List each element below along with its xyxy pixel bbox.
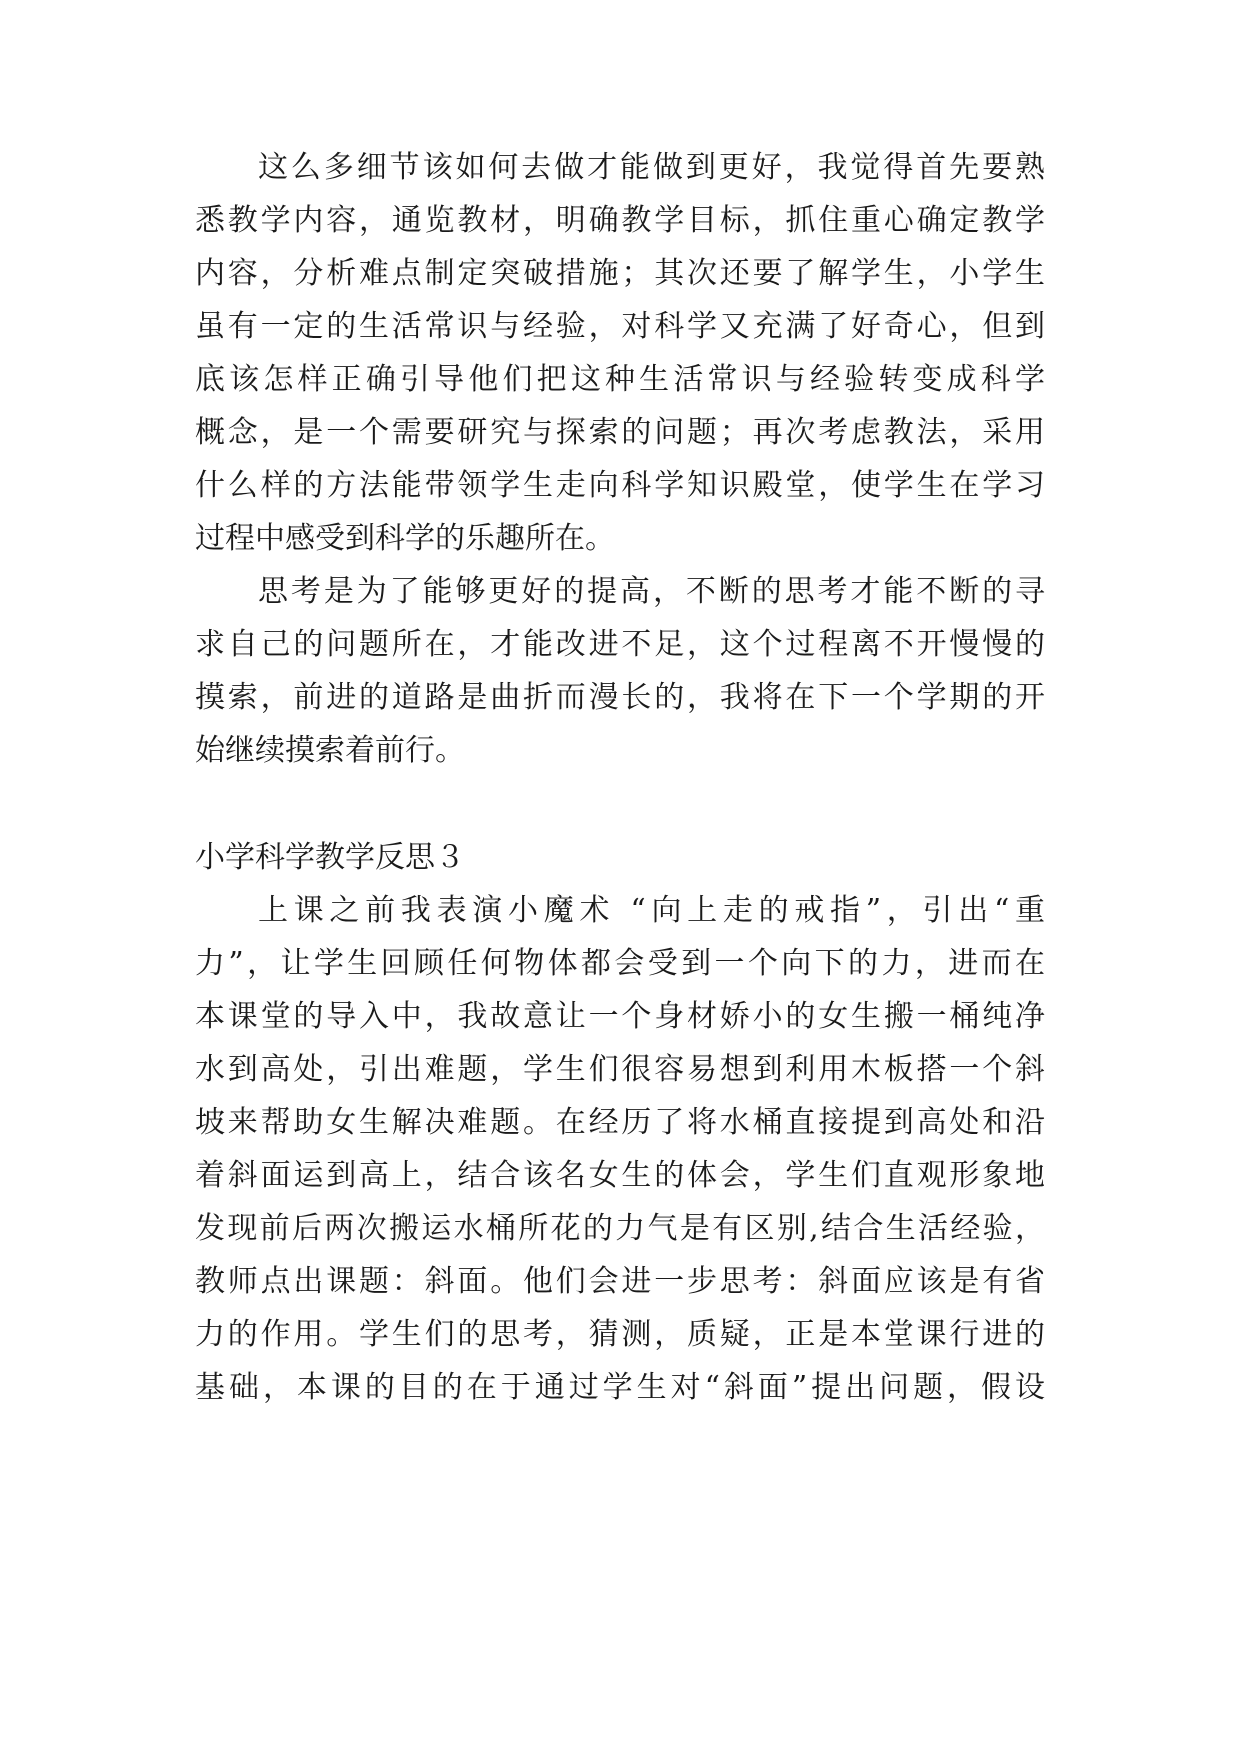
- paragraph-3-line-1: 上课之前我表演小魔术 “向上走的戒指”，引出“重: [258, 893, 1045, 928]
- paragraph-1-line-5: 底该怎样正确引导他们把这种生活常识与经验转变成科学: [195, 362, 1045, 397]
- paragraph-3-line-7: 发现前后两次搬运水桶所花的力气是有区别,结合生活经验，: [195, 1211, 1045, 1246]
- paragraph-1-line-7: 什么样的方法能带领学生走向科学知识殿堂，使学生在学习: [195, 468, 1045, 503]
- paragraph-3-line-3: 本课堂的导入中，我故意让一个身材娇小的女生搬一桶纯净: [195, 999, 1045, 1034]
- paragraph-3-line-10: 基础，本课的目的在于通过学生对“斜面”提出问题，假设: [195, 1370, 1045, 1405]
- paragraph-2-line-4: 始继续摸索着前行。: [195, 733, 465, 768]
- paragraph-3-line-6: 着斜面运到高上，结合该名女生的体会，学生们直观形象地: [195, 1158, 1045, 1193]
- paragraph-3-line-9: 力的作用。学生们的思考，猜测，质疑，正是本堂课行进的: [195, 1317, 1045, 1352]
- paragraph-1-line-8: 过程中感受到科学的乐趣所在。: [195, 521, 615, 556]
- paragraph-3-line-8: 教师点出课题：斜面。他们会进一步思考：斜面应该是有省: [195, 1264, 1045, 1299]
- paragraph-1-line-4: 虽有一定的生活常识与经验，对科学又充满了好奇心，但到: [195, 309, 1045, 344]
- paragraph-3-line-2: 力”，让学生回顾任何物体都会受到一个向下的力，进而在: [195, 946, 1045, 981]
- paragraph-2-line-3: 摸索，前进的道路是曲折而漫长的，我将在下一个学期的开: [195, 680, 1045, 715]
- paragraph-3-line-5: 坡来帮助女生解决难题。在经历了将水桶直接提到高处和沿: [195, 1105, 1045, 1140]
- paragraph-1-line-1: 这么多细节该如何去做才能做到更好，我觉得首先要熟: [258, 150, 1045, 185]
- paragraph-1-line-2: 悉教学内容，通览教材，明确教学目标，抓住重心确定教学: [195, 203, 1045, 238]
- paragraph-1-line-3: 内容，分析难点制定突破措施；其次还要了解学生，小学生: [195, 256, 1045, 291]
- paragraph-2-line-2: 求自己的问题所在，才能改进不足，这个过程离不开慢慢的: [195, 627, 1045, 662]
- paragraph-2-line-1: 思考是为了能够更好的提高，不断的思考才能不断的寻: [258, 574, 1045, 609]
- paragraph-3-line-4: 水到高处，引出难题，学生们很容易想到利用木板搭一个斜: [195, 1052, 1045, 1087]
- paragraph-1-line-6: 概念，是一个需要研究与探索的问题；再次考虑教法，采用: [195, 415, 1045, 450]
- section-title: 小学科学教学反思３: [195, 840, 465, 875]
